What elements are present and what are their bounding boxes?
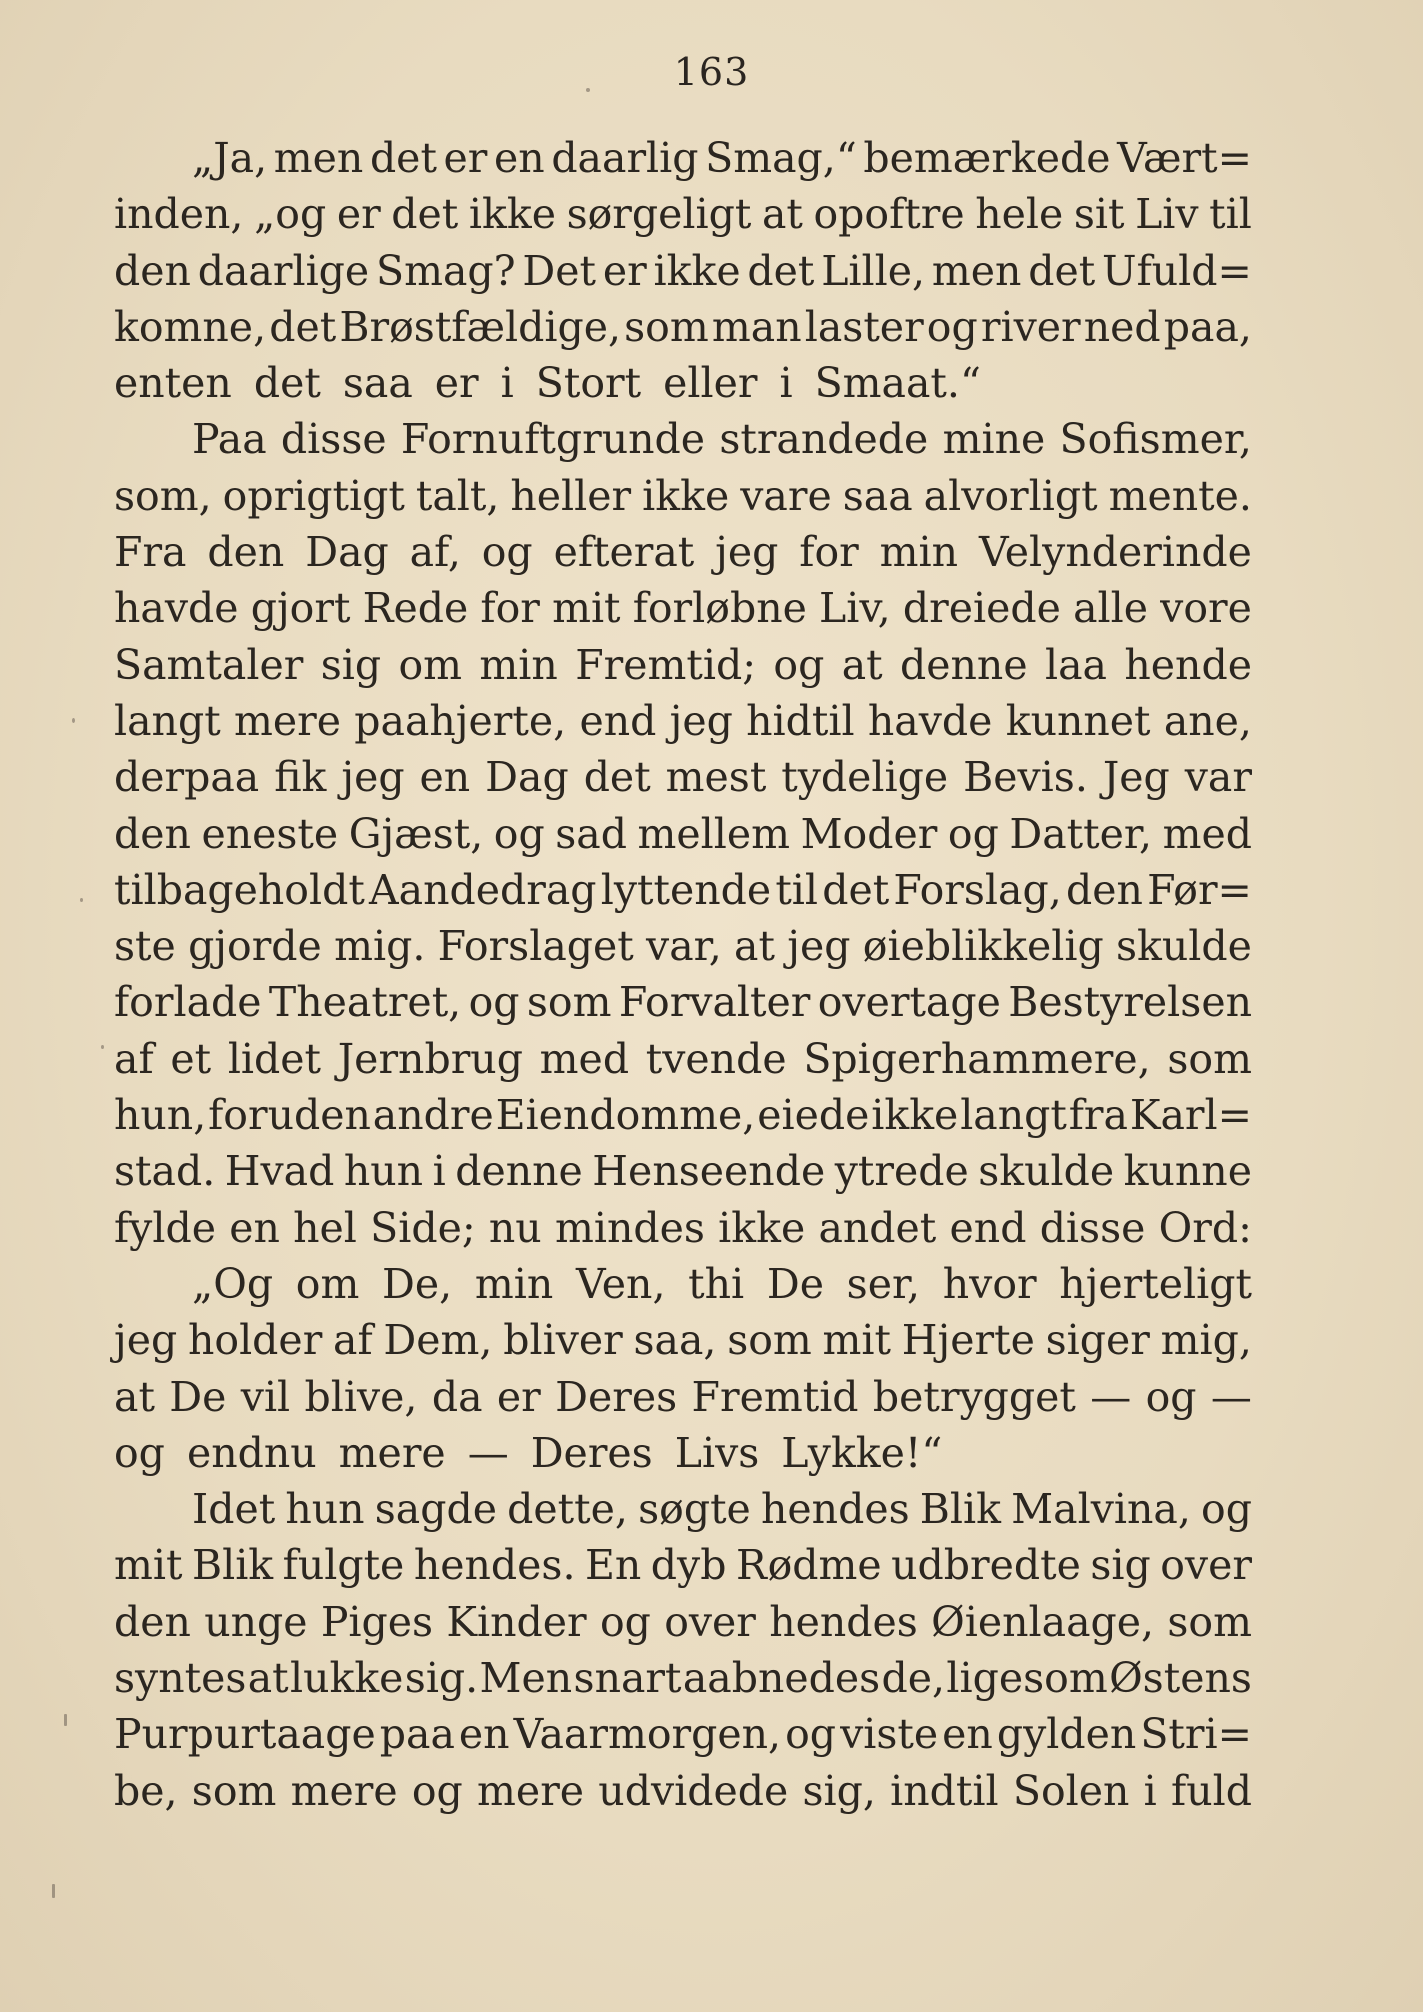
text-line: som, oprigtigt talt, heller ikke vare saa alvorligt mente. bbox=[114, 471, 1252, 520]
text-line: syntes at lukke sig. Men snart aabnedes de, ligesom Østens bbox=[114, 1654, 1252, 1703]
paper-speck bbox=[52, 1884, 55, 1898]
text-line: tilbageholdt Aandedrag lyttende til det Forslag, den Før= bbox=[114, 865, 1252, 914]
text-line: havde gjort Rede for mit forløbne Liv, dreiede alle vore bbox=[114, 584, 1252, 633]
text-line: derpaa fik jeg en Dag det mest tydelige Bevis. Jeg var bbox=[114, 753, 1252, 802]
text-line: „Og om De, min Ven, thi De ser, hvor hjerteligt bbox=[192, 1259, 1252, 1308]
text-line: Fra den Dag af, og efterat jeg for min Velynderinde bbox=[114, 528, 1252, 577]
paper-speck bbox=[101, 1045, 104, 1049]
paper-speck bbox=[64, 1714, 67, 1726]
text-line: inden, „og er det ikke sørgeligt at opoftre hele sit Liv til bbox=[114, 190, 1252, 239]
text-line: den daarlige Smag? Det er ikke det Lille, men det Ufuld= bbox=[114, 246, 1252, 295]
text-line: den eneste Gjæst, og sad mellem Moder og Datter, med bbox=[114, 809, 1252, 858]
text-line: Samtaler sig om min Fremtid; og at denne laa hende bbox=[114, 640, 1252, 689]
paper-speck bbox=[586, 88, 590, 92]
text-line: enten det saa er i Stort eller i Smaat.“ bbox=[114, 359, 981, 408]
text-line: at De vil blive, da er Deres Fremtid betrygget — og — bbox=[114, 1372, 1252, 1421]
text-line: og endnu mere — Deres Livs Lykke!“ bbox=[114, 1428, 943, 1477]
text-line: jeg holder af Dem, bliver saa, som mit Hjerte siger mig, bbox=[114, 1316, 1252, 1365]
text-line: komne, det Brøstfældige, som man laster og river ned paa, bbox=[114, 302, 1252, 351]
text-line: fylde en hel Side; nu mindes ikke andet end disse Ord: bbox=[114, 1203, 1252, 1252]
text-line: mit Blik fulgte hendes. En dyb Rødme udbredte sig over bbox=[114, 1541, 1252, 1590]
paper-speck bbox=[72, 718, 75, 723]
text-line: be, som mere og mere udvidede sig, indtil Solen i fuld bbox=[114, 1766, 1252, 1815]
text-line: Paa disse Fornuftgrunde strandede mine Sofismer, bbox=[192, 415, 1252, 464]
text-line: langt mere paahjerte, end jeg hidtil havde kunnet ane, bbox=[114, 696, 1252, 745]
text-line: ste gjorde mig. Forslaget var, at jeg øieblikkelig skulde bbox=[114, 922, 1252, 971]
paper-speck bbox=[80, 898, 83, 902]
text-line: forlade Theatret, og som Forvalter overtage Bestyrelsen bbox=[114, 978, 1252, 1027]
text-line: den unge Piges Kinder og over hendes Øienlaage, som bbox=[114, 1597, 1252, 1646]
text-line: af et lidet Jernbrug med tvende Spigerhammere, som bbox=[114, 1034, 1252, 1083]
text-line: stad. Hvad hun i denne Henseende ytrede skulde kunne bbox=[114, 1147, 1252, 1196]
text-line: Idet hun sagde dette, søgte hendes Blik Malvina, og bbox=[192, 1485, 1252, 1534]
page-number: 163 bbox=[673, 50, 750, 94]
text-line: Purpurtaage paa en Vaarmorgen, og viste en gylden Stri= bbox=[114, 1710, 1252, 1759]
text-line: hun, foruden andre Eiendomme, eiede ikke langt fra Karl= bbox=[114, 1091, 1252, 1140]
body-text bbox=[114, 130, 1252, 1819]
text-line: „Ja, men det er en daarlig Smag,“ bemærkede Vært= bbox=[192, 134, 1252, 182]
